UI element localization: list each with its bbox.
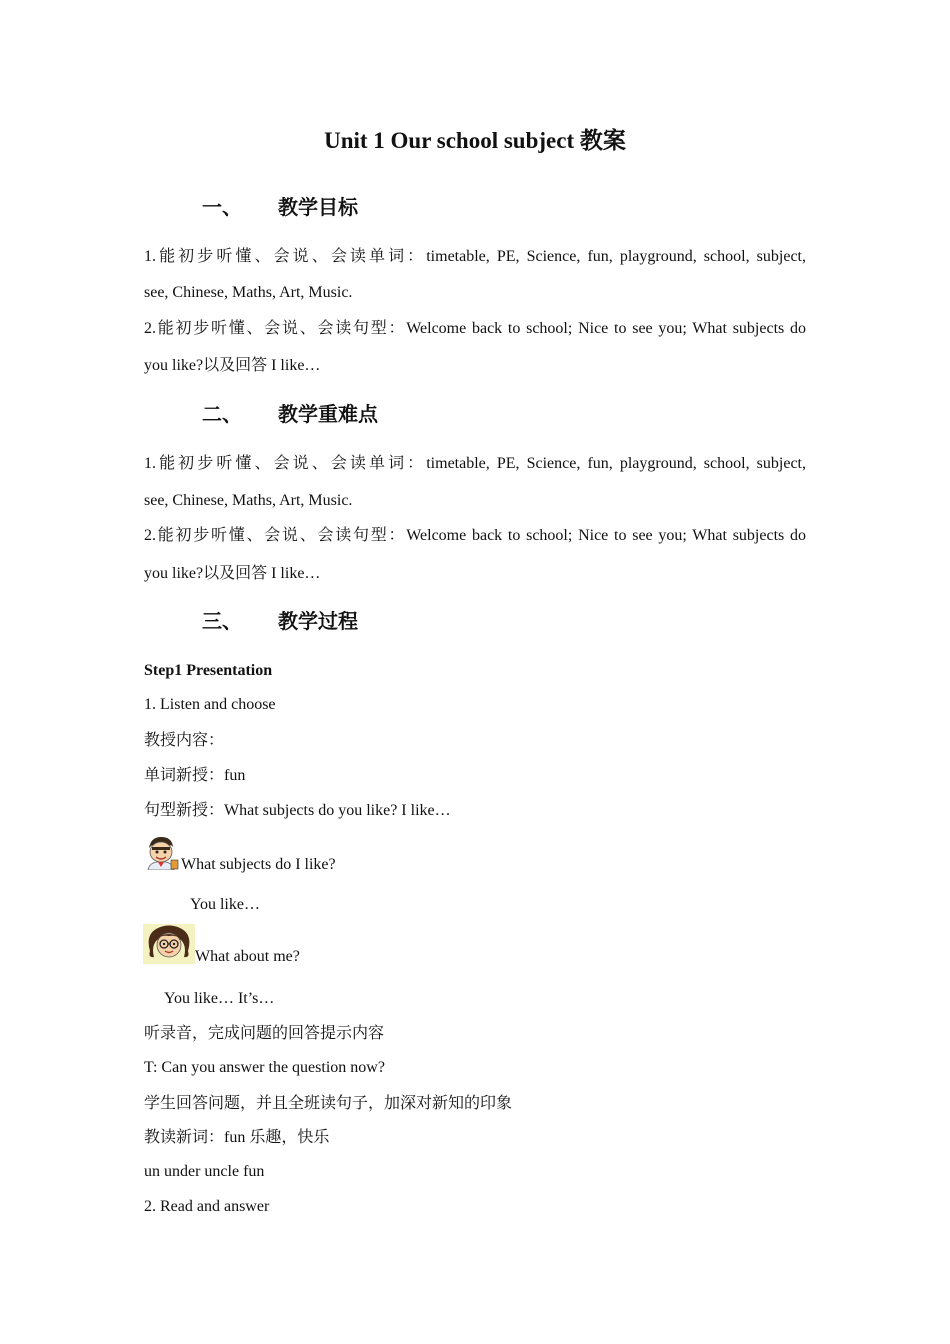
objective-line-1: 1.能初步听懂、会说、会读单词：timetable, PE, Science, fun, playground, school, subject, (144, 248, 806, 265)
girl-answer: You like… It’s… (164, 990, 275, 1007)
objective-line-3: 2.能初步听懂、会说、会读句型：Welcome back to school; Nice to see you; What subjects do (144, 320, 806, 337)
section-number: 一、 (202, 197, 242, 219)
step-heading: Step1 Presentation (144, 662, 273, 679)
phonics-words: un under uncle fun (144, 1163, 265, 1180)
sentence-new: 句型新授：What subjects do you like? I like… (144, 802, 451, 819)
teacher-question: T: Can you answer the question now? (144, 1059, 385, 1076)
section-title: 教学目标 (278, 197, 358, 219)
boy-avatar-icon (143, 834, 179, 870)
girl-question: What about me? (195, 948, 300, 965)
keypoint-line-3: 2.能初步听懂、会说、会读句型：Welcome back to school; Nice to see you; What subjects do (144, 527, 806, 544)
keypoint-line-4: you like?以及回答 I like… (144, 565, 321, 582)
activity-read-answer: 2. Read and answer (144, 1198, 270, 1215)
keypoint-line-1: 1.能初步听懂、会说、会读单词：timetable, PE, Science, fun, playground, school, subject, (144, 455, 806, 472)
section-heading-keypoints (202, 402, 378, 428)
word-new: 单词新授：fun (144, 767, 246, 784)
page-title: Unit 1 Our school subject 教案 (324, 128, 626, 153)
keypoint-line-2: see, Chinese, Maths, Art, Music. (144, 492, 353, 509)
content-label: 教授内容： (144, 732, 225, 749)
girl-avatar-icon (143, 924, 195, 964)
objective-line-4: you like?以及回答 I like… (144, 357, 321, 374)
objective-line-2: see, Chinese, Maths, Art, Music. (144, 284, 353, 301)
activity-listen-choose: 1. Listen and choose (144, 696, 276, 713)
section-number: 三、 (202, 611, 242, 633)
section-heading-process (202, 609, 358, 635)
section-heading-objectives (202, 195, 358, 221)
teach-new-word: 教读新词：fun 乐趣，快乐 (144, 1129, 330, 1146)
section-title: 教学过程 (278, 611, 358, 633)
boy-question: What subjects do I like? (181, 856, 336, 873)
section-title: 教学重难点 (278, 404, 378, 426)
listen-note: 听录音，完成问题的回答提示内容 (144, 1025, 385, 1042)
section-number: 二、 (202, 404, 242, 426)
boy-answer: You like… (190, 896, 260, 913)
students-note: 学生回答问题，并且全班读句子，加深对新知的印象 (144, 1095, 513, 1112)
